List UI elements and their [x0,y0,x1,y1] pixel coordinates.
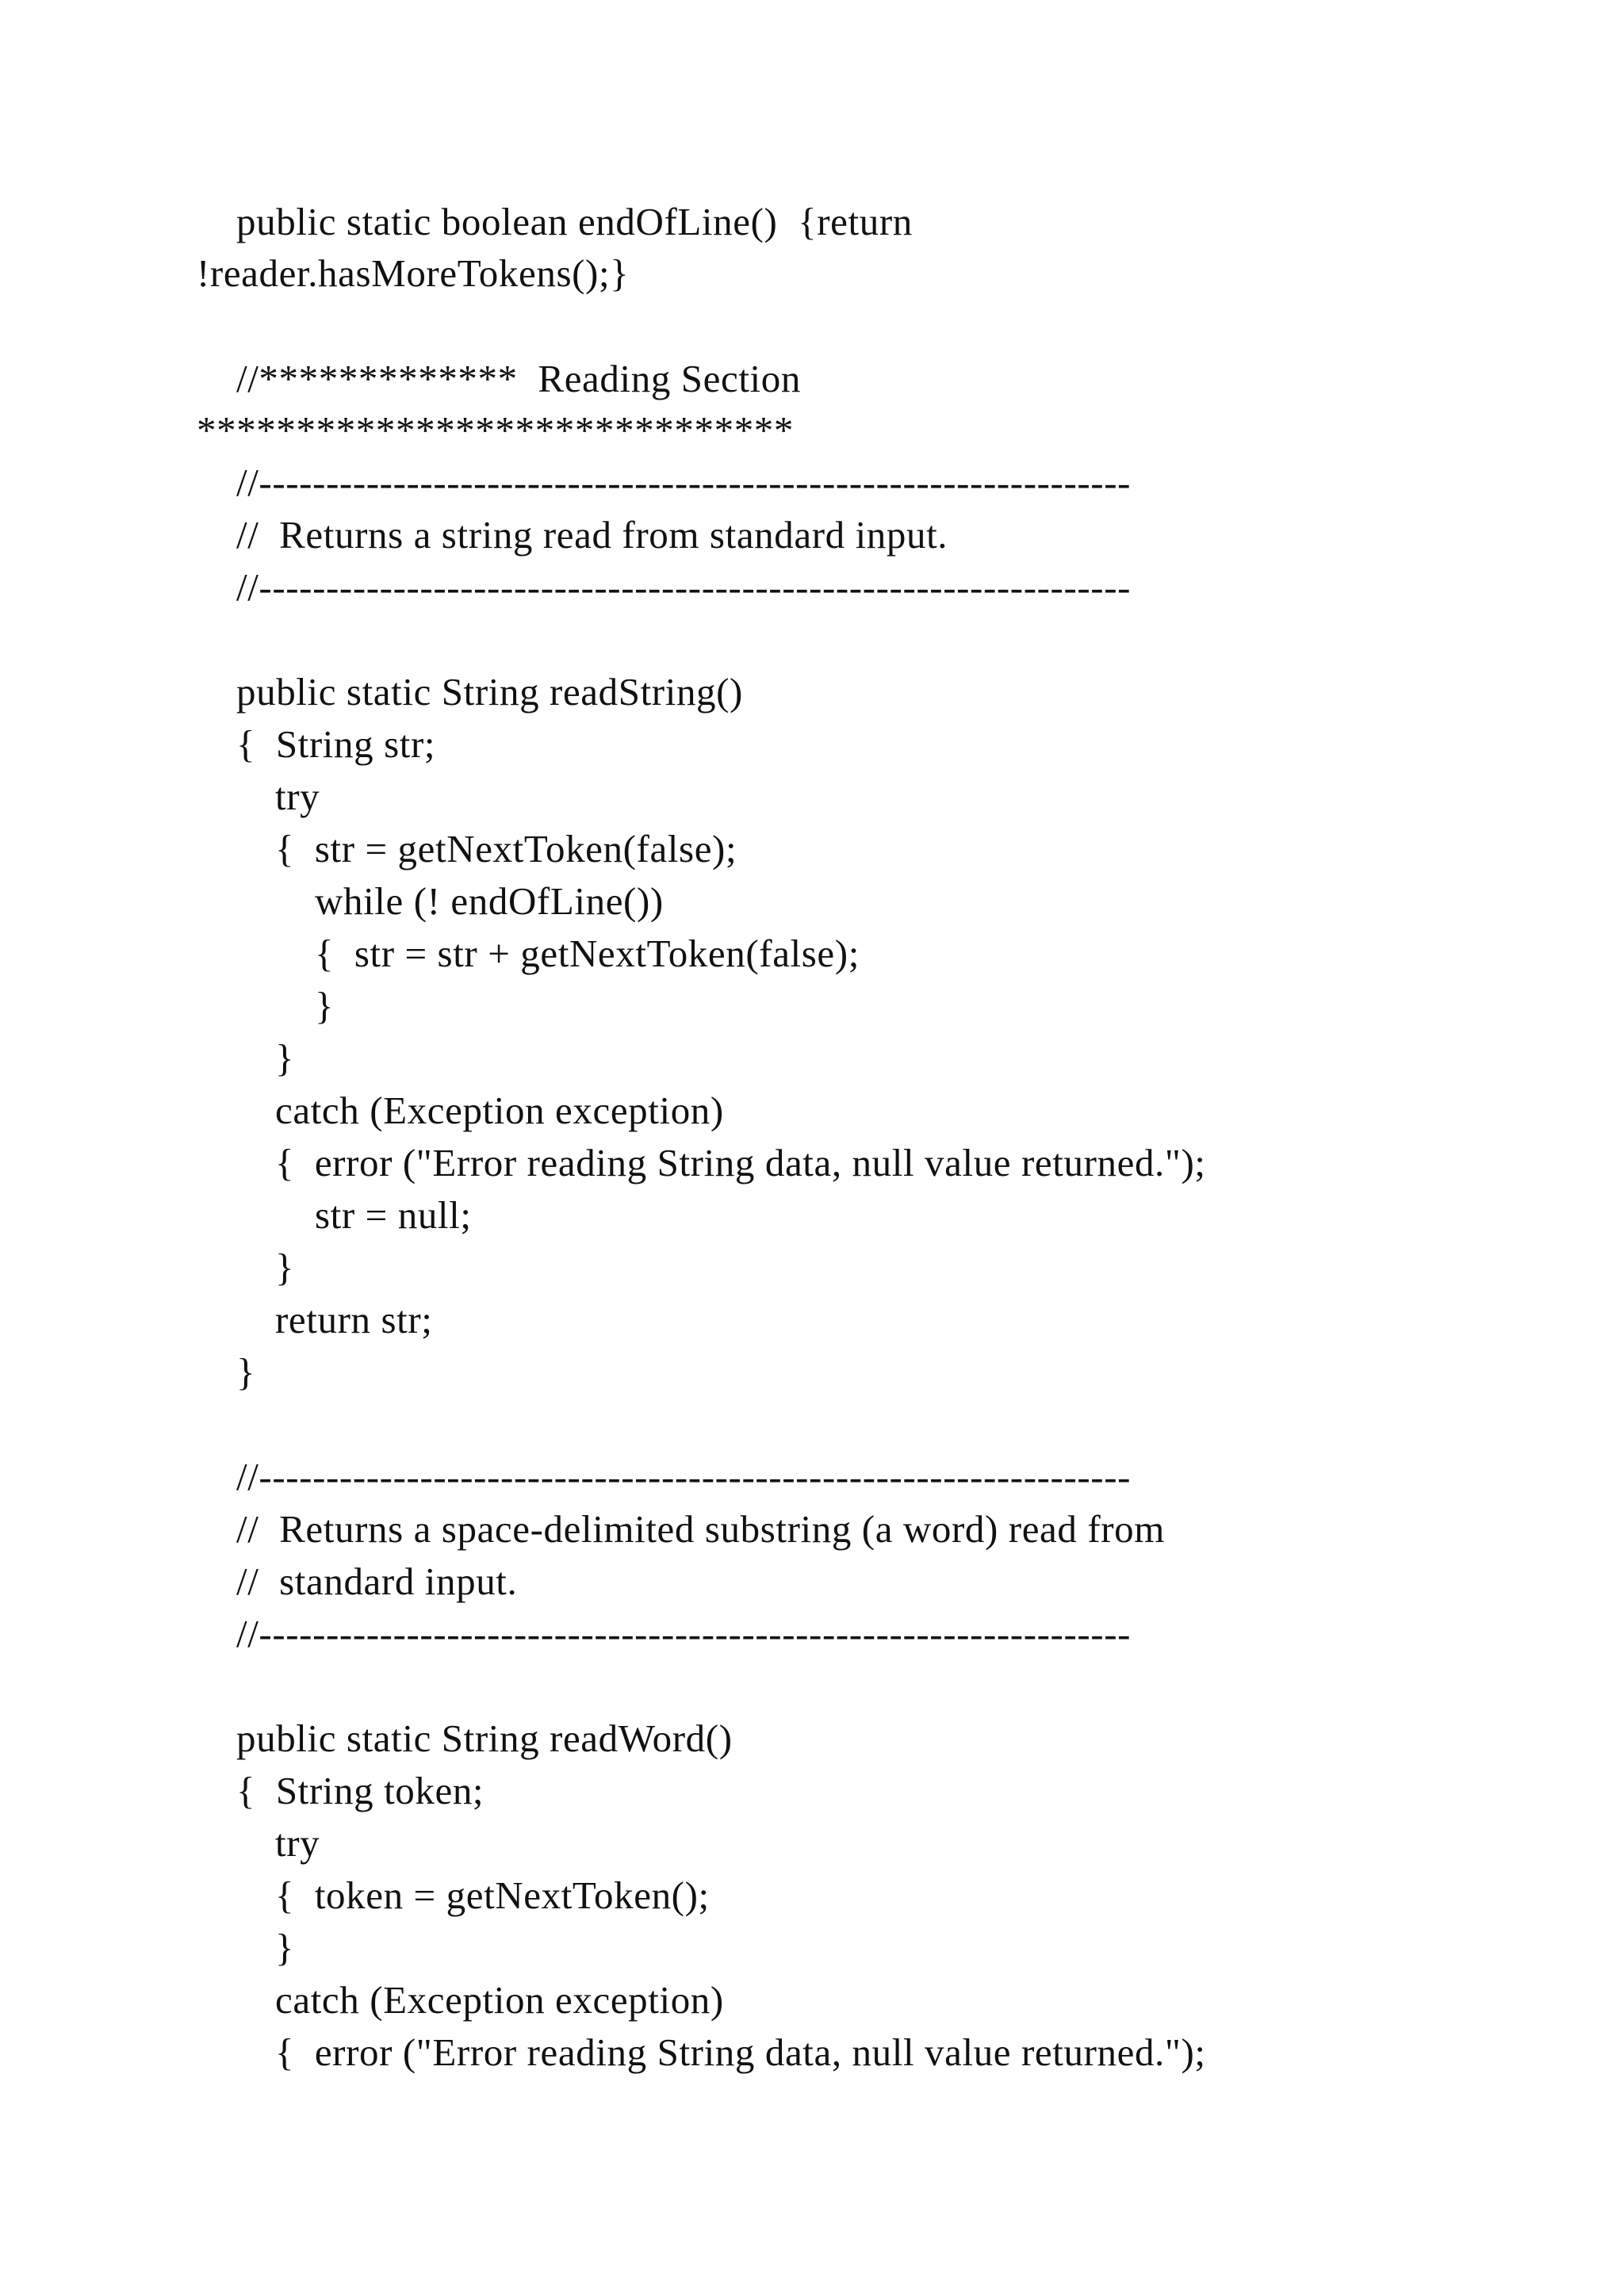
code-line: public static boolean endOfLine() {return [236,200,913,243]
code-line: { token = getNextToken(); [275,1873,710,1917]
code-line: //----------------------------------------------------------------- [236,565,1132,609]
code-line: } [275,1926,295,1969]
code-line: return str; [275,1298,433,1341]
code-line: { String token; [236,1769,485,1812]
code-line: catch (Exception exception) [275,1978,724,2022]
code-line: { str = getNextToken(false); [275,827,737,871]
code-line: while (! endOfLine()) [315,879,664,923]
code-line: try [275,775,320,818]
code-line: try [275,1821,320,1865]
code-line: // Returns a space-delimited substring (a word) read from [236,1507,1165,1551]
code-line: { error ("Error reading String data, null value returned."); [275,2030,1206,2074]
code-line: { error ("Error reading String data, null value returned."); [275,1141,1206,1184]
code-line: ****************************** [197,408,794,452]
code-line: //----------------------------------------------------------------- [236,461,1132,504]
code-line: public static String readWord() [236,1716,733,1760]
code-line: { str = str + getNextToken(false); [315,932,860,975]
code-line: //************* Reading Section [236,357,801,400]
code-line: public static String readString() [236,670,743,714]
code-line: // Returns a string read from standard input. [236,513,948,557]
code-line: !reader.hasMoreTokens();} [197,251,630,295]
code-line: str = null; [315,1193,472,1237]
code-line: // standard input. [236,1559,518,1603]
code-line: } [275,1246,295,1289]
code-line: catch (Exception exception) [275,1089,724,1132]
code-line: { String str; [236,722,436,766]
code-line: } [315,984,335,1027]
code-line: //----------------------------------------------------------------- [236,1455,1132,1498]
code-line: } [275,1036,295,1080]
code-line: } [236,1350,256,1394]
code-line: //----------------------------------------------------------------- [236,1612,1132,1655]
